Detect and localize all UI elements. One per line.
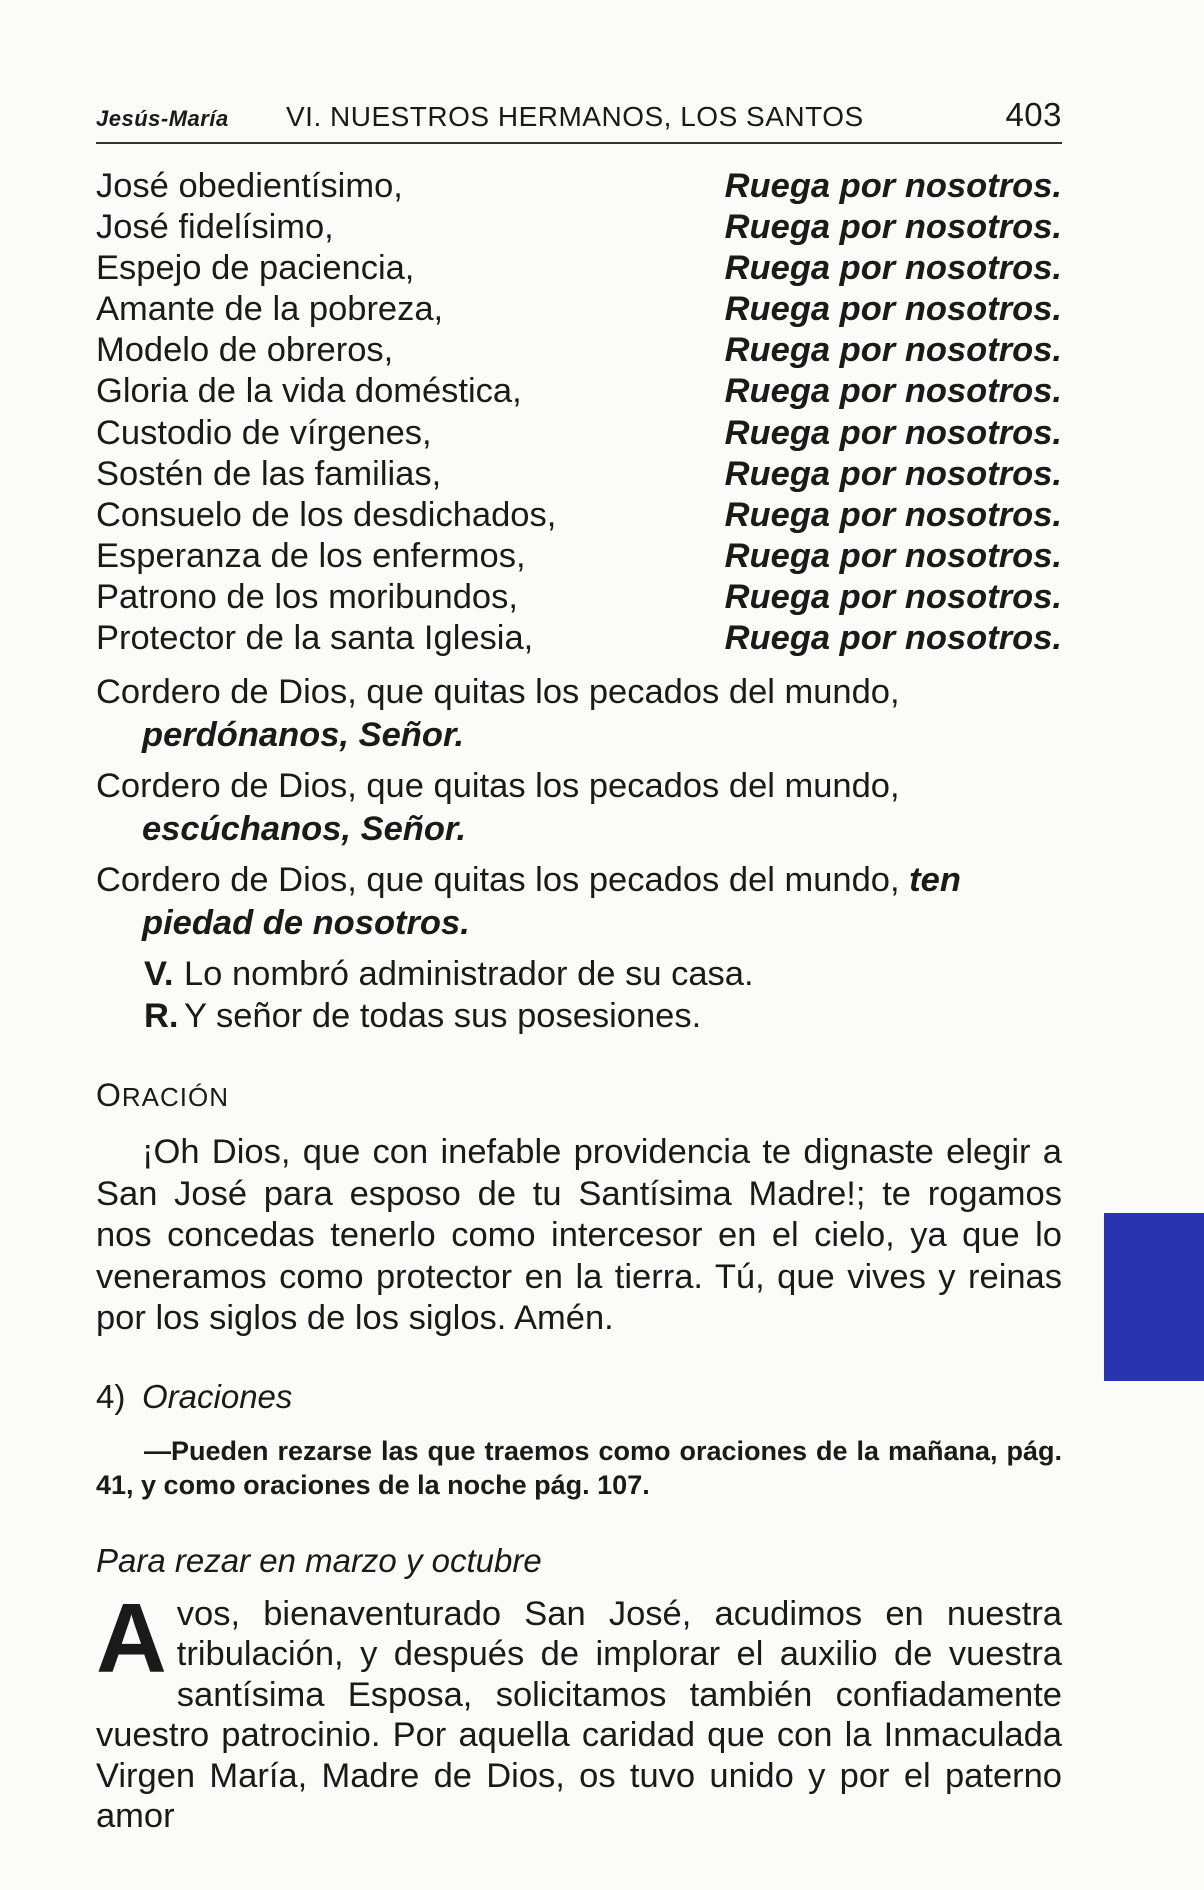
agnus-dei-response: perdónanos, Señor. bbox=[142, 716, 465, 755]
litany-invocation: Modelo de obreros, bbox=[96, 331, 394, 370]
agnus-dei-text: Cordero de Dios, que quitas los pecados del mundo, bbox=[96, 861, 910, 900]
agnus-dei-line bbox=[96, 859, 1062, 945]
drop-cap: A bbox=[96, 1582, 167, 1693]
litany-row bbox=[96, 536, 1062, 577]
litany-invocation: Espejo de paciencia, bbox=[96, 249, 415, 288]
oracion-heading-rest: RACIÓN bbox=[121, 1082, 230, 1113]
thumb-index-tab bbox=[1104, 1213, 1204, 1381]
header-left: Jesús-María bbox=[96, 106, 229, 131]
agnus-dei-text: Cordero de Dios, que quitas los pecados del mundo, bbox=[96, 767, 900, 806]
litany-row bbox=[96, 618, 1062, 659]
marzo-prayer bbox=[96, 1582, 1062, 1837]
section-4-note: —Pueden rezarse las que traemos como oraciones de la mañana, pág. 41, y como oraciones de la noche pág. 107. bbox=[96, 1435, 1062, 1500]
litany-response: Ruega por nosotros. bbox=[724, 249, 1062, 288]
litany-row bbox=[96, 371, 1062, 412]
agnus-dei-text: Cordero de Dios, que quitas los pecados del mundo, bbox=[96, 673, 900, 712]
versicle-line bbox=[144, 953, 1062, 995]
litany-row bbox=[96, 289, 1062, 330]
litany-row bbox=[96, 166, 1062, 207]
litany-invocation: José fidelísimo, bbox=[96, 208, 334, 247]
litany bbox=[96, 166, 1062, 659]
agnus-dei-line bbox=[96, 671, 1062, 757]
versicle-symbol: V. bbox=[144, 955, 174, 994]
section-4-heading bbox=[96, 1378, 1062, 1416]
running-header bbox=[96, 96, 1062, 144]
litany-response: Ruega por nosotros. bbox=[724, 413, 1062, 452]
oracion-heading-initial: O bbox=[96, 1077, 122, 1114]
versicle-line bbox=[144, 995, 1062, 1037]
litany-invocation: Amante de la pobreza, bbox=[96, 290, 444, 329]
agnus-dei-response: ten piedad de nosotros. bbox=[142, 861, 961, 943]
litany-invocation: Patrono de los moribundos, bbox=[96, 577, 518, 616]
page-number: 403 bbox=[1005, 96, 1062, 133]
versicle-text: Y señor de todas sus posesiones. bbox=[184, 997, 702, 1036]
litany-invocation: Protector de la santa Iglesia, bbox=[96, 619, 534, 658]
litany-invocation: Custodio de vírgenes, bbox=[96, 413, 432, 452]
header-chapter-title: VI. NUESTROS HERMANOS, LOS SANTOS bbox=[286, 101, 864, 132]
marzo-prayer-text: vos, bienaventurado San José, acudimos en nuestra tribulación, y después de implorar el auxilio de vuestra santísima Esposa, solicitamos también confiadamente vuestro patrocinio. Por aquella caridad que con la Inmaculada Virgen María, Madre de Dios, os tuvo unido y por el paterno amor bbox=[96, 1594, 1062, 1836]
litany-response: Ruega por nosotros. bbox=[724, 372, 1062, 411]
litany-response: Ruega por nosotros. bbox=[724, 536, 1062, 575]
litany-response: Ruega por nosotros. bbox=[724, 208, 1062, 247]
versicles bbox=[144, 953, 1062, 1037]
litany-response: Ruega por nosotros. bbox=[724, 495, 1062, 534]
litany-row bbox=[96, 454, 1062, 495]
agnus-dei-response: escúchanos, Señor. bbox=[142, 810, 467, 849]
litany-row bbox=[96, 330, 1062, 371]
book-page bbox=[96, 96, 1062, 1837]
litany-response: Ruega por nosotros. bbox=[724, 331, 1062, 370]
litany-response: Ruega por nosotros. bbox=[724, 454, 1062, 493]
litany-invocation: Sostén de las familias, bbox=[96, 454, 442, 493]
litany-invocation: Gloria de la vida doméstica, bbox=[96, 372, 522, 411]
litany-row bbox=[96, 207, 1062, 248]
oracion-heading bbox=[96, 1077, 1062, 1114]
marzo-subhead: Para rezar en marzo y octubre bbox=[96, 1541, 542, 1579]
versicle-symbol: R. bbox=[144, 997, 179, 1036]
litany-invocation: Esperanza de los enfermos, bbox=[96, 536, 526, 575]
litany-response: Ruega por nosotros. bbox=[724, 290, 1062, 329]
agnus-dei bbox=[96, 671, 1062, 945]
litany-invocation: José obedientísimo, bbox=[96, 167, 403, 205]
section-4-number: 4) bbox=[96, 1377, 126, 1415]
litany-row bbox=[96, 577, 1062, 618]
litany-invocation: Consuelo de los desdichados, bbox=[96, 495, 557, 534]
litany-row bbox=[96, 495, 1062, 536]
litany-response: Ruega por nosotros. bbox=[724, 577, 1062, 616]
versicle-text: Lo nombró administrador de su casa. bbox=[184, 955, 754, 994]
oracion-text: ¡Oh Dios, que con inefable providencia te dignaste elegir a San José para esposo de tu Santísima Madre!; te rogamos nos concedas tenerlo como intercesor en el cielo, ya que lo veneramos como protector en la tierra. Tú, que vives y reinas por los siglos de los siglos. Amén. bbox=[96, 1133, 1062, 1338]
litany-row bbox=[96, 248, 1062, 289]
section-4-label: Oraciones bbox=[142, 1377, 293, 1415]
litany-row bbox=[96, 413, 1062, 454]
litany-response: Ruega por nosotros. bbox=[724, 167, 1062, 205]
litany-response: Ruega por nosotros. bbox=[724, 619, 1062, 658]
agnus-dei-line bbox=[96, 765, 1062, 851]
